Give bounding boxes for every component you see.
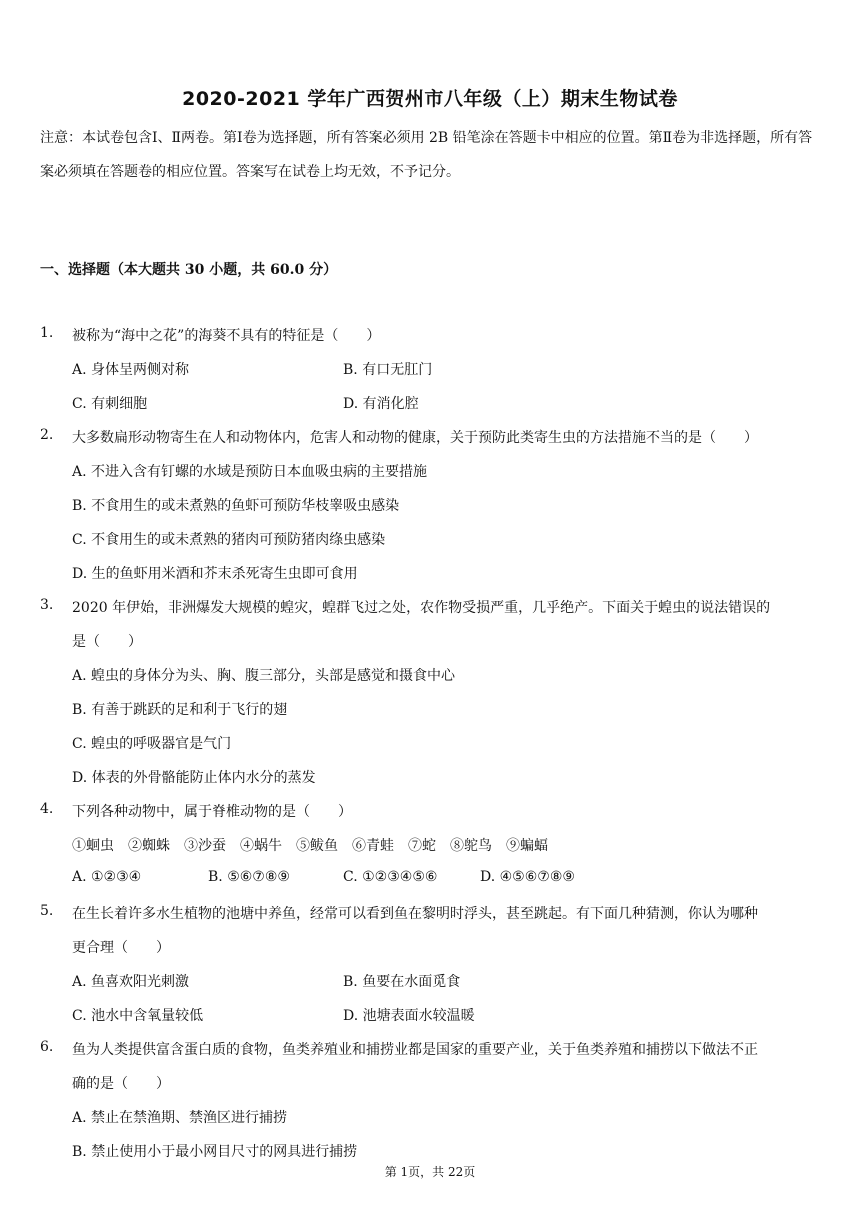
option-d: D. ④⑤⑥⑦⑧⑨ xyxy=(480,869,575,885)
option-a: A. 禁止在禁渔期、禁渔区进行捕捞 xyxy=(72,1110,288,1126)
exam-notice: 注意：本试卷包含Ⅰ、Ⅱ两卷。第Ⅰ卷为选择题，所有答案必须用 2B 铅笔涂在答题卡中相应的位置。第Ⅱ卷为非选择题，所有答案必须填在答题卷的相应位置。答案写在试卷上均无效，不予记分。 xyxy=(40,130,813,180)
option-c: C. 不食用生的或未煮熟的猪肉可预防猪肉绦虫感染 xyxy=(72,532,386,548)
section-heading: 一、选择题（本大题共 30 小题，共 60.0 分） xyxy=(40,262,338,278)
option-d: D. 有消化腔 xyxy=(343,396,419,412)
option-c: C. 蝗虫的呼吸器官是气门 xyxy=(72,736,232,752)
question-stem-continued: ①蛔虫 ②蜘蛛 ③沙蚕 ④蜗牛 ⑤鲅鱼 ⑥青蛙 ⑦蛇 ⑧鸵鸟 ⑨蝙蝠 xyxy=(72,838,548,854)
option-a: A. ①②③④ xyxy=(72,869,142,885)
question-number: 2. xyxy=(40,427,54,443)
option-b: B. 有善于跳跃的足和利于飞行的翅 xyxy=(72,702,288,718)
option-a: A. 鱼喜欢阳光刺激 xyxy=(72,974,190,990)
question-stem: 鱼为人类提供富含蛋白质的食物，鱼类养殖业和捕捞业都是国家的重要产业，关于鱼类养殖和捕捞以下做法不正 xyxy=(72,1042,758,1058)
option-c: C. 有刺细胞 xyxy=(72,396,148,412)
question-number: 4. xyxy=(40,801,54,817)
option-c: C. 池水中含氧量较低 xyxy=(72,1008,204,1024)
question-stem-continued: 是（ ） xyxy=(72,634,142,650)
question-stem-continued: 确的是（ ） xyxy=(72,1076,170,1092)
question-stem: 大多数扁形动物寄生在人和动物体内，危害人和动物的健康，关于预防此类寄生虫的方法措施不当的是（ ） xyxy=(72,430,758,446)
page-footer: 第 1页，共 22页 xyxy=(384,1165,476,1179)
option-d: D. 体表的外骨骼能防止体内水分的蒸发 xyxy=(72,770,316,786)
question-number: 3. xyxy=(40,597,54,613)
option-a: A. 蝗虫的身体分为头、胸、腹三部分，头部是感觉和摄食中心 xyxy=(72,668,456,684)
option-b: B. 不食用生的或未煮熟的鱼虾可预防华枝睾吸虫感染 xyxy=(72,498,400,514)
question-number: 1. xyxy=(40,325,54,341)
option-a: A. 不进入含有钉螺的水域是预防日本血吸虫病的主要措施 xyxy=(72,464,428,480)
option-b: B. 鱼要在水面觅食 xyxy=(343,974,461,990)
question-stem: 2020 年伊始，非洲爆发大规模的蝗灾，蝗群飞过之处，农作物受损严重，几乎绝产。下面关于蝗虫的说法错误的 xyxy=(72,600,771,616)
option-b: B. 禁止使用小于最小网目尺寸的网具进行捕捞 xyxy=(72,1144,358,1160)
question-number: 6. xyxy=(40,1039,54,1055)
option-b: B. ⑤⑥⑦⑧⑨ xyxy=(208,869,290,885)
option-d: D. 生的鱼虾用米酒和芥末杀死寄生虫即可食用 xyxy=(72,566,358,582)
question-stem-continued: 更合理（ ） xyxy=(72,940,170,956)
option-d: D. 池塘表面水较温暖 xyxy=(343,1008,475,1024)
question-number: 5. xyxy=(40,903,54,919)
question-stem: 在生长着许多水生植物的池塘中养鱼，经常可以看到鱼在黎明时浮头，甚至跳起。有下面几种猜测，你认为哪种 xyxy=(72,906,758,922)
option-b: B. 有口无肛门 xyxy=(343,362,433,378)
option-a: A. 身体呈两侧对称 xyxy=(72,362,190,378)
option-c: C. ①②③④⑤⑥ xyxy=(343,869,438,885)
page-title: 2020-2021 学年广西贺州市八年级（上）期末生物试卷 xyxy=(182,88,678,110)
question-stem: 下列各种动物中，属于脊椎动物的是（ ） xyxy=(72,804,352,820)
question-stem: 被称为“海中之花”的海葵不具有的特征是（ ） xyxy=(72,328,381,344)
